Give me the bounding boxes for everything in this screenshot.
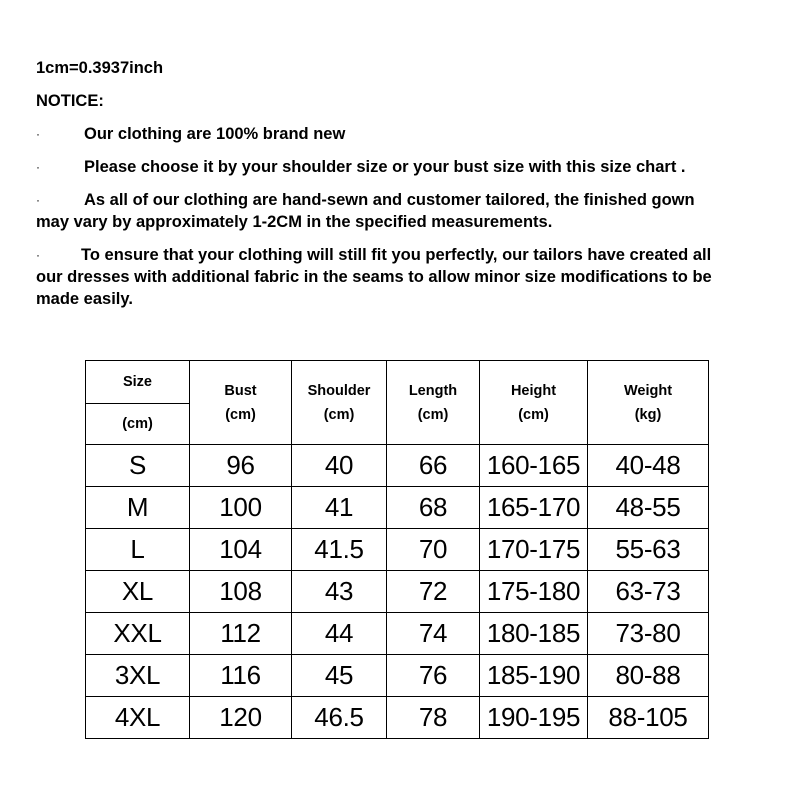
notice-item [36, 244, 758, 266]
height-header [480, 361, 588, 445]
table-header-row [86, 361, 709, 404]
length-cell: 78 [387, 697, 480, 739]
notice-item-continuation: our dresses with additional fabric in the seams to allow minor size modifications to be [36, 268, 712, 286]
bullet-dot: · [36, 193, 40, 207]
notice-title: NOTICE: [36, 92, 104, 110]
size-header-unit: (cm) [86, 404, 190, 445]
table-row [86, 529, 709, 571]
bust-cell: 120 [190, 697, 292, 739]
length-cell: 70 [387, 529, 480, 571]
height-cell: 160-165 [480, 445, 588, 487]
bullet-dot: · [36, 127, 40, 141]
weight-cell: 63-73 [588, 571, 709, 613]
notice-item-text: To ensure that your clothing will still fit you perfectly, our tailors have created all [81, 246, 712, 264]
shoulder-cell: 41 [292, 487, 387, 529]
weight-cell: 80-88 [588, 655, 709, 697]
length-header-unit: (cm) [417, 406, 449, 423]
shoulder-cell: 46.5 [292, 697, 387, 739]
bust-header [190, 361, 292, 445]
table-row [86, 487, 709, 529]
notice-item-continuation: may vary by approximately 1-2CM in the specified measurements. [36, 213, 553, 231]
length-cell: 66 [387, 445, 480, 487]
table-row [86, 613, 709, 655]
height-header-label: Height [510, 382, 557, 399]
weight-cell: 73-80 [588, 613, 709, 655]
weight-cell: 48-55 [588, 487, 709, 529]
shoulder-header-unit: (cm) [323, 406, 355, 423]
height-cell: 180-185 [480, 613, 588, 655]
table-row [86, 655, 709, 697]
bust-cell: 100 [190, 487, 292, 529]
size-notes [36, 57, 758, 310]
length-header [387, 361, 480, 445]
height-cell: 175-180 [480, 571, 588, 613]
weight-cell: 40-48 [588, 445, 709, 487]
size-cell: XXL [86, 613, 190, 655]
weight-header-label: Weight [623, 382, 673, 399]
unit-conversion: 1cm=0.3937inch [36, 59, 164, 77]
notice-item [36, 156, 758, 178]
length-header-label: Length [408, 382, 458, 399]
weight-cell: 88-105 [588, 697, 709, 739]
shoulder-cell: 41.5 [292, 529, 387, 571]
length-cell: 76 [387, 655, 480, 697]
notice-item [36, 123, 758, 145]
table-row [86, 697, 709, 739]
weight-header [588, 361, 709, 445]
size-cell: 3XL [86, 655, 190, 697]
bust-header-label: Bust [224, 382, 257, 399]
length-cell: 68 [387, 487, 480, 529]
size-header-label: Size [86, 361, 190, 404]
height-cell: 170-175 [480, 529, 588, 571]
table-row [86, 445, 709, 487]
bust-cell: 112 [190, 613, 292, 655]
bust-header-unit: (cm) [225, 406, 256, 423]
height-cell: 165-170 [480, 487, 588, 529]
shoulder-header [292, 361, 387, 445]
bust-cell: 104 [190, 529, 292, 571]
size-cell: L [86, 529, 190, 571]
bullet-dot: · [36, 248, 40, 262]
shoulder-cell: 40 [292, 445, 387, 487]
size-chart-table [85, 360, 709, 739]
bust-cell: 108 [190, 571, 292, 613]
length-cell: 74 [387, 613, 480, 655]
weight-header-unit: (kg) [634, 406, 662, 423]
shoulder-cell: 44 [292, 613, 387, 655]
bust-cell: 116 [190, 655, 292, 697]
bust-cell: 96 [190, 445, 292, 487]
size-cell: S [86, 445, 190, 487]
weight-cell: 55-63 [588, 529, 709, 571]
size-cell: M [86, 487, 190, 529]
bullet-dot: · [36, 160, 40, 174]
shoulder-cell: 43 [292, 571, 387, 613]
notice-item-text: As all of our clothing are hand-sewn and customer tailored, the finished gown [84, 191, 695, 209]
shoulder-header-label: Shoulder [307, 382, 371, 399]
size-cell: 4XL [86, 697, 190, 739]
length-cell: 72 [387, 571, 480, 613]
height-header-unit: (cm) [518, 406, 549, 423]
table-row [86, 571, 709, 613]
notice-item-text: Please choose it by your shoulder size or your bust size with this size chart . [84, 158, 686, 176]
size-cell: XL [86, 571, 190, 613]
notice-item-text: Our clothing are 100% brand new [84, 125, 346, 143]
size-rows [86, 445, 709, 739]
height-cell: 190-195 [480, 697, 588, 739]
notice-item-continuation: made easily. [36, 290, 133, 308]
shoulder-cell: 45 [292, 655, 387, 697]
height-cell: 185-190 [480, 655, 588, 697]
notice-item [36, 189, 758, 211]
